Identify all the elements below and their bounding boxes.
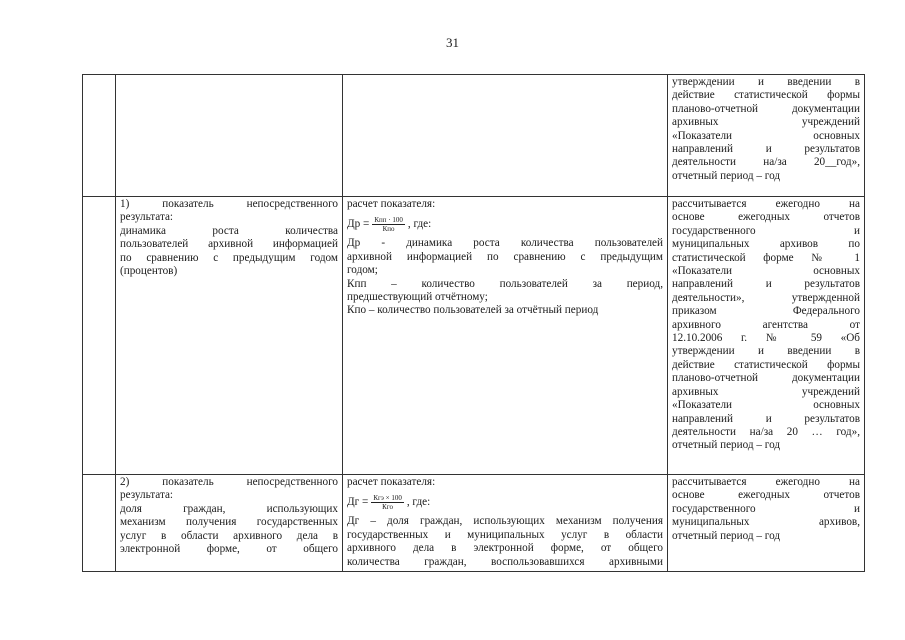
calculation-line: количества граждан, воспользовавшихся архивными: [347, 555, 663, 568]
indicator-line: услуг в области архивного дела в: [120, 529, 338, 542]
source-line: муниципальных архивов по: [672, 238, 860, 251]
calculation-cell: [343, 475, 668, 572]
source-line: действие статистической формы: [672, 89, 860, 102]
source-line: деятельности», утвержденной: [672, 291, 860, 304]
source-line: архивных учреждений: [672, 116, 860, 129]
indicator-line: (процентов): [120, 265, 178, 278]
source-cell: [668, 475, 865, 572]
formula: [347, 489, 663, 515]
source-cell: [668, 75, 865, 197]
source-line: деятельности на/за 20 … год»,: [672, 425, 860, 438]
source-line: архивных учреждений: [672, 385, 860, 398]
source-line: деятельности на/за 20__год»,: [672, 156, 860, 169]
source-line: архивного агентства от: [672, 318, 860, 331]
formula-denominator: Кго: [382, 502, 394, 511]
indicator-line: пользователей архивной информацией: [120, 238, 338, 251]
source-line: основе ежегодных отчетов: [672, 211, 860, 224]
source-line: действие статистической формы: [672, 358, 860, 371]
indicator-line: доля граждан, использующих: [120, 502, 338, 515]
source-line: планово-отчетной документации: [672, 102, 860, 115]
source-cell: [668, 197, 865, 475]
source-line: рассчитывается ежегодно на: [672, 198, 860, 210]
page-number: 31: [446, 35, 459, 50]
indicator-line: электронной форме, от общего: [120, 543, 338, 556]
formula-denominator: Кпо: [382, 224, 395, 233]
calculation-line: государственных и муниципальных услуг в области: [347, 528, 663, 541]
formula-numerator: Кпп · 100: [374, 215, 403, 224]
indicator-cell: [116, 75, 343, 197]
indicator-line: динамика роста количества: [120, 224, 338, 237]
source-line: статистической форме № 1: [672, 251, 860, 264]
calculation-line: архивного дела в электронной форме, от общего: [347, 542, 663, 555]
formula-tail: , где:: [406, 495, 431, 508]
calculation-line: Кпп – количество пользователей за период,: [347, 277, 663, 290]
calculation-line: архивной информацией по сравнению с предыдущим: [347, 250, 663, 263]
calculation-line: Дг – доля граждан, использующих механизм получения: [347, 515, 663, 528]
source-line: «Показатели основных: [672, 399, 860, 412]
source-line: отчетный период – год: [672, 529, 781, 542]
formula-fraction: [371, 494, 404, 511]
source-line: направлений и результатов: [672, 278, 860, 291]
source-line: утверждении и введении в: [672, 76, 860, 88]
source-line: приказом Федерального: [672, 305, 860, 318]
source-line: направлений и результатов: [672, 143, 860, 156]
index-cell: [83, 197, 116, 475]
calculation-line: Др - динамика роста количества пользователей: [347, 237, 663, 250]
indicator-line: результата:: [120, 489, 174, 502]
table-row: [83, 75, 865, 197]
source-line: государственного и: [672, 502, 860, 515]
source-line: государственного и: [672, 224, 860, 237]
calculation-line: предшествующий отчётному;: [347, 291, 488, 304]
indicator-line: результата:: [120, 211, 174, 224]
source-line: отчетный период – год: [672, 439, 781, 452]
calculation-heading: расчет показателя:: [347, 198, 436, 210]
formula-lhs: Дг =: [347, 495, 369, 508]
formula: [347, 211, 663, 237]
formula-lhs: Др =: [347, 217, 370, 230]
table-row: [83, 197, 865, 475]
source-line: отчетный период – год: [672, 169, 781, 182]
source-line: основе ежегодных отчетов: [672, 489, 860, 502]
source-line: направлений и результатов: [672, 412, 860, 425]
indicator-line: механизм получения государственных: [120, 516, 338, 529]
source-line: муниципальных архивов,: [672, 516, 860, 529]
indicator-cell: [116, 475, 343, 572]
indicators-table: [82, 74, 865, 572]
source-line: «Показатели основных: [672, 265, 860, 278]
index-cell: [83, 475, 116, 572]
index-cell: [83, 75, 116, 197]
calculation-line: Кпо – количество пользователей за отчётный период: [347, 304, 599, 317]
indicator-line: по сравнению с предыдущим годом: [120, 251, 338, 264]
table-row: [83, 475, 865, 572]
source-line: рассчитывается ежегодно на: [672, 476, 860, 488]
source-line: «Показатели основных: [672, 129, 860, 142]
calculation-heading: расчет показателя:: [347, 476, 436, 488]
source-line: утверждении и введении в: [672, 345, 860, 358]
indicator-line: 2) показатель непосредственного: [120, 476, 338, 488]
formula-fraction: [372, 216, 405, 233]
calculation-line: годом;: [347, 264, 378, 277]
indicator-cell: [116, 197, 343, 475]
formula-numerator: Кгэ × 100: [373, 493, 402, 502]
formula-tail: , где:: [407, 217, 432, 230]
calculation-cell: [343, 75, 668, 197]
source-line: планово-отчетной документации: [672, 372, 860, 385]
indicator-line: 1) показатель непосредственного: [120, 198, 338, 210]
calculation-cell: [343, 197, 668, 475]
source-line: 12.10.2006 г. № 59 «Об: [672, 332, 860, 345]
